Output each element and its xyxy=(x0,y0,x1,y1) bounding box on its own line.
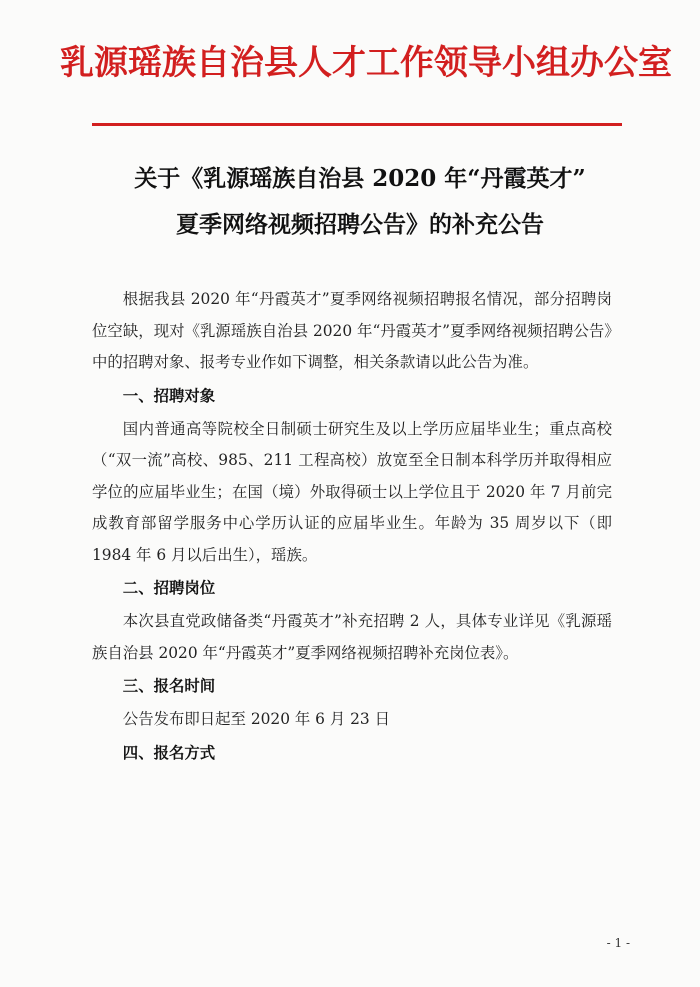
red-header-rule xyxy=(92,123,622,126)
section-text-recruitment-targets: 国内普通高等院校全日制硕士研究生及以上学历应届毕业生；重点高校（“双一流”高校、985、211 工程高校）放宽至全日制本科学历并取得相应学位的应届毕业生；在国（境）外取得硕士以上学位且于 2020 年 7 月前完成教育部留学服务中心学历认证的应届毕业生。年龄为 35 周岁以下（即 1984 年 6 月以后出生），瑶族。 xyxy=(92,419,612,564)
page-number: - 1 - xyxy=(606,936,630,950)
issuing-organization-header: 乳源瑶族自治县人才工作领导小组办公室 xyxy=(60,43,672,83)
section-heading-positions: 二、招聘岗位 xyxy=(122,579,216,597)
section-text-registration-time: 公告发布即日起至 2020 年 6 月 23 日 xyxy=(122,710,390,728)
section-text-positions: 本次县直党政储备类“丹霞英才”补充招聘 2 人，具体专业详见《乳源瑶族自治县 2020 年“丹霞英才”夏季网络视频招聘补充岗位表》。 xyxy=(92,612,612,662)
document-title xyxy=(80,156,640,248)
section-heading-registration-method: 四、报名方式 xyxy=(122,743,216,762)
title-line-2: 夏季网络视频招聘公告》的补充公告 xyxy=(176,211,544,238)
title-line-1: 关于《乳源瑶族自治县 2020 年“丹霞英才” xyxy=(134,165,586,192)
document-body xyxy=(92,284,612,771)
section-heading-registration-time: 三、报名时间 xyxy=(122,677,216,695)
intro-paragraph: 根据我县 2020 年“丹霞英才”夏季网络视频招聘报名情况，部分招聘岗位空缺，现对《乳源瑶族自治县 2020 年“丹霞英才”夏季网络视频招聘公告》中的招聘对象、报考专业作如下调整，相关条款请以此公告为准。 xyxy=(92,290,612,371)
section-heading-recruitment-targets: 一、招聘对象 xyxy=(122,386,216,405)
